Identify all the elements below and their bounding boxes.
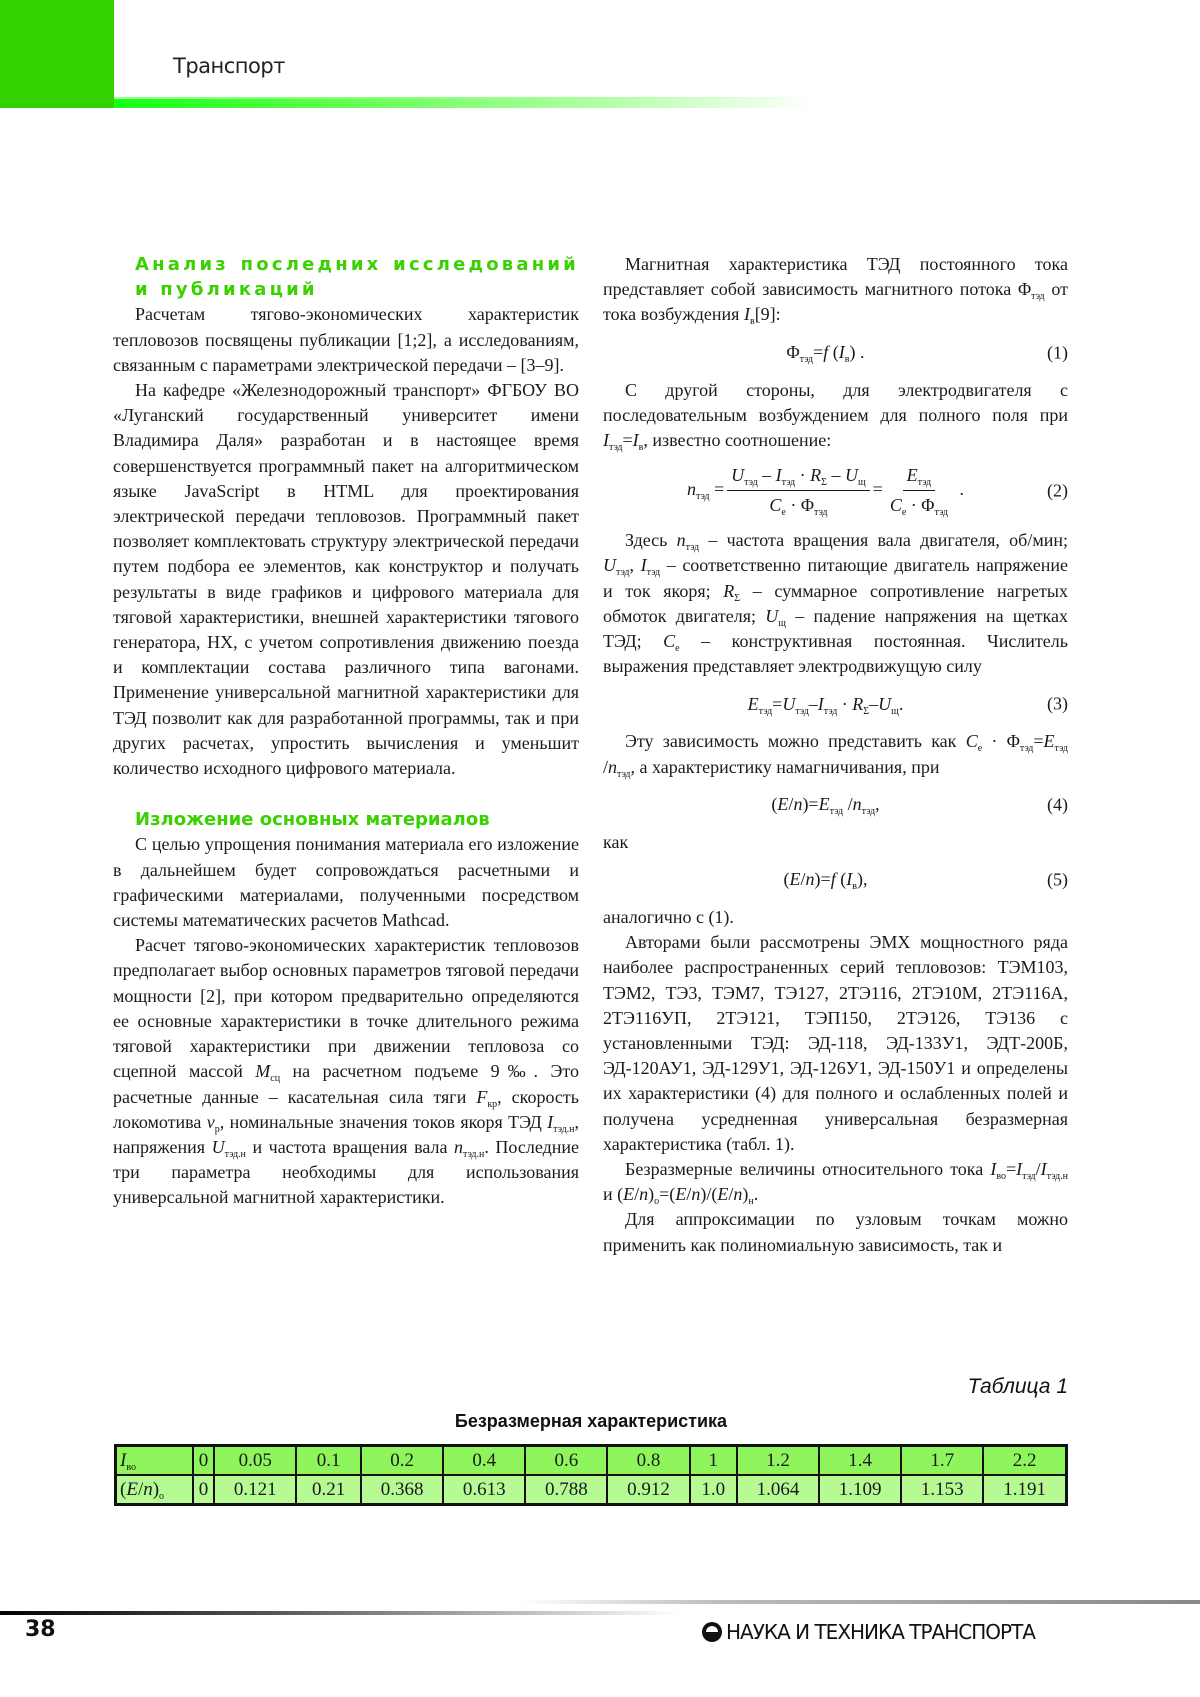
math-symbol: RΣ [810,465,827,485]
table-cell: 1 [690,1446,737,1476]
footer-line-top [520,1600,1200,1604]
equation-body: Φтэд=f (Iв) . [786,340,884,365]
table-cell: 1.4 [819,1446,901,1476]
table-cell: 0.05 [214,1446,296,1476]
table-cell: 0.368 [361,1475,443,1505]
math-symbol: Eтэд [819,794,843,814]
table-cell: 0.912 [607,1475,689,1505]
math-symbol: Uщ [845,465,866,485]
paragraph: Расчет тягово-экономических характеристик тепловозов предполагает выбор основных параметров тяговой передачи мощности [2], при котором предварительно определяются ее основные характеристики в точке длительного режима тяговой характеристики при движении тепловоза со сцепной массой Mсц на расчетном подъеме 9‰. Это расчетные данные – касательная сила тяги Fкр, скорость локомотива vр, номинальные значения токов якоря ТЭД Iтэд.н, напряжения Uтэд.н и частота вращения вала nтэд.н. Последние три параметра необходимы для использования универсальной магнитной характеристики. [113,933,579,1210]
header-green-block [0,0,114,108]
math-symbol: vр [207,1112,220,1132]
table-title: Безразмерная характеристика [114,1411,1068,1432]
table-cell: 0.21 [296,1475,361,1505]
left-column [113,252,579,1211]
math-symbol: Eтэд [748,694,772,714]
journal-title: НАУКА И ТЕХНИКА ТРАНСПОРТА [726,1620,1035,1644]
math-symbol: Φтэд [801,495,828,515]
right-column [603,252,1068,1258]
math-symbol: n [793,794,802,814]
math-symbol: Iв [839,342,850,362]
math-symbol: Φтэд [786,342,813,362]
table-cell: 0.8 [607,1446,689,1476]
table-cell: 0.121 [214,1475,296,1505]
math-symbol: Cе [890,495,906,515]
math-symbol: Iв [633,430,644,450]
equation-number: (5) [1047,867,1068,892]
math-symbol: Iво [990,1159,1006,1179]
math-symbol: nтэд [677,530,699,550]
table-cell: 1.7 [901,1446,983,1476]
math-symbol: n [639,1184,648,1204]
table-cell: 0.1 [296,1446,361,1476]
math-symbol: E [717,1184,728,1204]
math-symbol: E [777,794,788,814]
math-symbol: RΣ [852,694,869,714]
paragraph: Для аппроксимации по узловым точкам можно применить как полиномиальную зависимость, так и [603,1207,1068,1257]
equation-number: (1) [1047,340,1068,365]
paragraph: На кафедре «Железнодорожный транспорт» ФГБОУ ВО «Луганский государственный университет имени Владимира Даля» разработан и в настоящее время совершенствуется программный пакет на алгоритмическом языке JavaScript в HTML для проектирования электрической передачи тепловозов. Программный пакет позволяет комплектовать структуру электрической передачи путем подбора ее элементов, как конструктор и получать результаты в виде графиков и цифрового материала для тяговой характеристики, внешней характеристики тягового генератора, НХ, с учетом сопротивления движению поезда и комплектации состава различного типа вагонами. Применение универсальной магнитной характеристики для ТЭД позволит как для разработанной программы, так и при других расчетах, упростить вычисления и уменьшит количество исходного цифрового материала. [113,378,579,781]
math-symbol: Eтэд [907,465,931,485]
equation [603,855,1068,905]
fraction [886,463,952,518]
math-symbol: E [675,1184,686,1204]
math-symbol: n [806,869,815,889]
math-symbol: Iтэд [1016,1159,1035,1179]
math-symbol: Fкр [476,1087,497,1107]
table-cell: 0 [193,1446,214,1476]
math-symbol: Eтэд [1044,731,1068,751]
math-symbol: Iтэд [641,555,660,575]
dimensionless-characteristic-table [114,1444,1068,1506]
math-symbol: E [623,1184,634,1204]
math-symbol: f [823,342,828,362]
math-symbol: Uтэд [782,694,808,714]
equation-body: (E/n)=f (Iв), [784,867,888,892]
paragraph: аналогично с (1). [603,905,1068,930]
equation-body: Eтэд=Uтэд–Iтэд · RΣ–Uщ. [748,692,924,717]
footer-line-bottom [0,1611,680,1615]
table-cell: 2.2 [983,1446,1066,1476]
paragraph: Безразмерные величины относительного тока Iво=Iтэд/Iтэд.н и (E/n)о=(E/n)/(E/n)н. [603,1157,1068,1207]
equation [603,328,1068,378]
equation-body: nтэд = Uтэд – Iтэд · RΣ – Uщ Cе · Φтэд = Eтэд Cе · Φтэд . [687,463,984,518]
journal-logo-icon [702,1622,722,1642]
math-symbol: Iв [846,869,857,889]
math-symbol: Φтэд [1018,279,1045,299]
math-symbol: Uщ [878,694,899,714]
math-symbol: о [654,1184,659,1204]
paragraph: С другой стороны, для электродвигателя с последовательным возбуждением для полного поля при Iтэд=Iв, известно соотношение: [603,378,1068,454]
equation-number: (4) [1047,792,1068,817]
paragraph: Расчетам тягово-экономических характеристик тепловозов посвящены публикации [1;2], а исследованиям, связанным с параметрами электрической передачи – [3–9]. [113,302,579,378]
math-symbol: Iтэд.н [547,1112,574,1132]
equation [603,453,1068,528]
table-cell: 1.064 [737,1475,819,1505]
paragraph: Магнитная характеристика ТЭД постоянного тока представляет собой зависимость магнитного потока Φтэд от тока возбуждения Iв[9]: [603,252,1068,328]
table-cell: 1.191 [983,1475,1066,1505]
math-symbol: Iтэд [776,465,795,485]
row-label-en: (E/n)о [116,1475,194,1505]
table-cell: 0.4 [443,1446,525,1476]
paragraph: Здесь nтэд – частота вращения вала двигателя, об/мин; Uтэд, Iтэд – соответственно питающие двигатель напряжение и ток якоря; RΣ – суммарное сопротивление нагретых обмоток двигателя; Uщ – падение напряжения на щетках ТЭД; Cе – конструктивная постоянная. Числитель выражения представляет электродвижущую силу [603,528,1068,679]
math-symbol: н [748,1184,753,1204]
fraction [727,463,870,518]
table-cell: 1.109 [819,1475,901,1505]
table-cell: 0.788 [525,1475,607,1505]
denominator: Cе · Φтэд [886,491,952,518]
table-cell: 0.6 [525,1446,607,1476]
table-row-en [116,1475,1067,1505]
math-symbol: n [691,1184,700,1204]
math-symbol: Iтэд.н [1041,1159,1068,1179]
header-gradient-bar [114,97,814,108]
section-heading: Анализ последних исследований и публикаций [113,252,579,302]
paragraph: С целью упрощения понимания материала его изложение в дальнейшем будет сопровождаться расчетными и графическими материалами, полученными посредством системы математических расчетов Mathcad. [113,832,579,933]
table-caption: Таблица 1 [968,1375,1068,1399]
equation-body: (E/n)=Eтэд /nтэд, [771,792,899,817]
table-cell: 0.2 [361,1446,443,1476]
math-symbol: Cе [966,731,982,751]
table-cell: 1.0 [690,1475,737,1505]
paragraph: Авторами были рассмотрены ЭМХ мощностного ряда наиболее распространенных серий тепловозов: ТЭМ103, ТЭМ2, ТЭ3, ТЭМ7, ТЭ127, 2ТЭ116, 2ТЭ10М, 2ТЭ116А, 2ТЭ116УП, 2ТЭ121, ТЭП150, 2ТЭ126, ТЭ136 с установленными ТЭД: ЭД-118, ЭД-133У1, ЭДТ-200Б, ЭД-120АУ1, ЭД-129У1, ЭД-126У1, ЭД-150У1 и определены их характеристики (4) для полного и ослабленных полей и получена усредненная универсальная безразмерная характеристика (табл. 1). [603,930,1068,1157]
journal-name [702,1620,1035,1644]
math-symbol: nтэд [853,794,875,814]
math-symbol: Iтэд [603,430,622,450]
math-symbol: Cе [769,495,785,515]
math-symbol: Cе [663,631,679,651]
equation [603,780,1068,830]
numerator [903,463,935,491]
denominator: Cе · Φтэд [765,491,831,518]
section-heading: Изложение основных материалов [113,807,579,832]
paragraph: Эту зависимость можно представить как Cе · Φтэд=Eтэд /nтэд, а характеристику намагничивания, при [603,729,1068,779]
math-symbol: Φтэд [921,495,948,515]
math-symbol: RΣ [723,581,740,601]
table-cell: 1.153 [901,1475,983,1505]
table-cell: 0.613 [443,1475,525,1505]
row-label-current: Iво [116,1446,194,1476]
equation-number: (2) [1047,478,1068,503]
math-symbol: nтэд.н [454,1137,484,1157]
page-number: 38 [25,1617,56,1642]
math-symbol: Iв [744,304,755,324]
math-symbol: Uтэд [731,465,757,485]
table-cell: 0 [193,1475,214,1505]
math-symbol: Iтэд [818,694,837,714]
math-symbol: Φтэд [1007,731,1034,751]
section-title: Транспорт [173,54,285,78]
math-symbol: Mсц [255,1061,280,1081]
math-symbol: f [831,869,836,889]
equation [603,679,1068,729]
math-symbol: n [733,1184,742,1204]
table-row-current [116,1446,1067,1476]
paragraph: как [603,830,1068,855]
math-symbol: nтэд [687,479,709,499]
math-symbol: Uтэд [603,555,629,575]
numerator: Uтэд – Iтэд · RΣ – Uщ [727,463,870,491]
math-symbol: Uтэд.н [212,1137,246,1157]
math-symbol: nтэд [608,757,630,777]
math-symbol: Uщ [765,606,786,626]
math-symbol: E [790,869,801,889]
equation-number: (3) [1047,692,1068,717]
table-cell: 1.2 [737,1446,819,1476]
